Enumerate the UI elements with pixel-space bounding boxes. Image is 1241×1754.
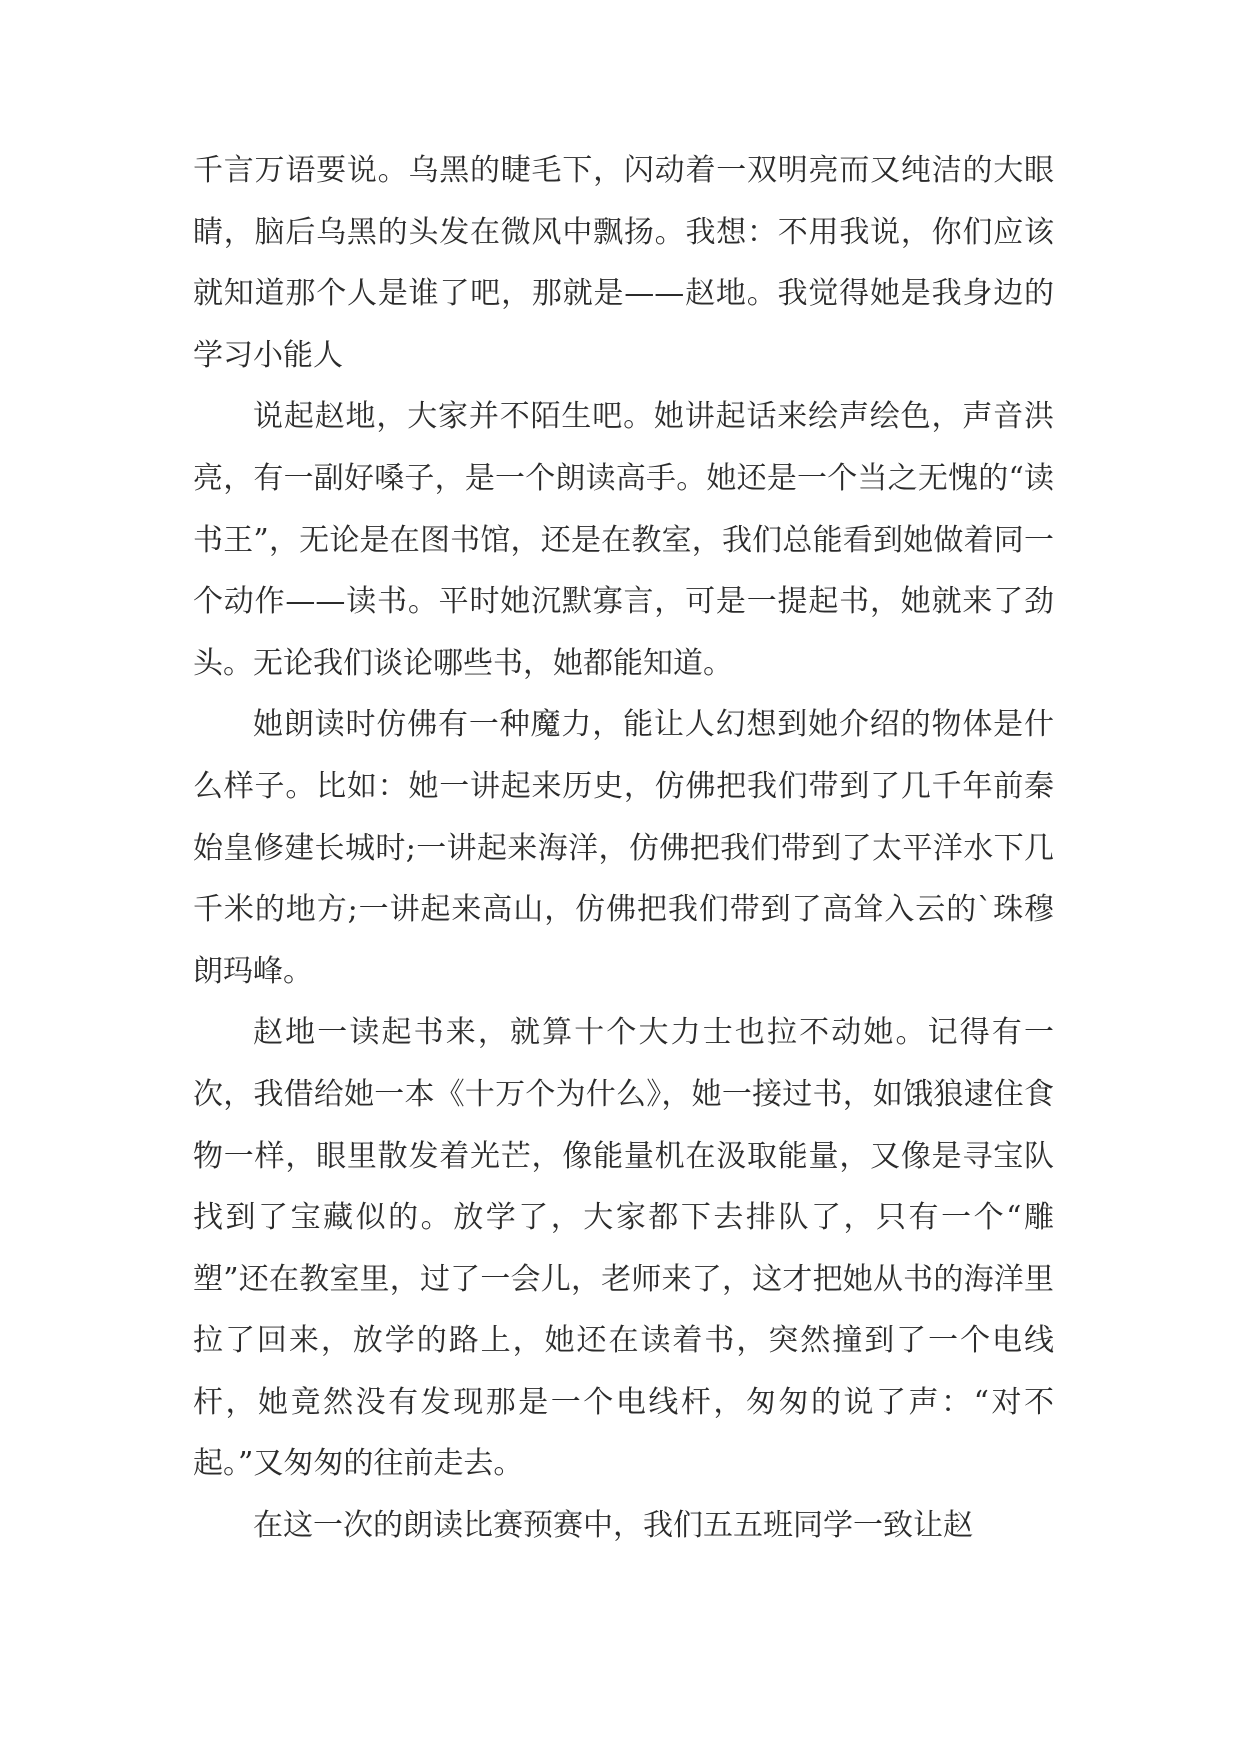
paragraph-3: 她朗读时仿佛有一种魔力，能让人幻想到她介绍的物体是什么样子。比如：她一讲起来历史，仿佛把我们带到了几千年前秦始皇修建长城时;一讲起来海洋，仿佛把我们带到了太平洋水下几千米的地方;一讲起来高山，仿佛把我们带到了高耸入云的`珠穆朗玛峰。 [193, 707, 1054, 989]
paragraph-4: 赵地一读起书来，就算十个大力士也拉不动她。记得有一次，我借给她一本《十万个为什么》，她一接过书，如饿狼逮住食物一样，眼里散发着光芒，像能量机在汲取能量，又像是寻宝队找到了宝藏似的。放学了，大家都下去排队了，只有一个“雕塑”还在教室里，过了一会儿，老师来了，这才把她从书的海洋里拉了回来，放学的路上，她还在读着书，突然撞到了一个电线杆，她竟然没有发现那是一个电线杆，匆匆的说了声：“对不起。”又匆匆的往前走去。 [193, 1015, 1054, 1482]
paragraph-1: 千言万语要说。乌黑的睫毛下，闪动着一双明亮而又纯洁的大眼睛，脑后乌黑的头发在微风中飘扬。我想：不用我说，你们应该就知道那个人是谁了吧，那就是——赵地。我觉得她是我身边的学习小能人 [193, 153, 1054, 373]
document-page [193, 140, 1054, 1557]
paragraph-5: 在这一次的朗读比赛预赛中，我们五五班同学一致让赵 [253, 1508, 973, 1544]
paragraph-2: 说起赵地，大家并不陌生吧。她讲起话来绘声绘色，声音洪亮，有一副好嗓子，是一个朗读高手。她还是一个当之无愧的“读书王”，无论是在图书馆，还是在教室，我们总能看到她做着同一个动作——读书。平时她沉默寡言，可是一提起书，她就来了劲头。无论我们谈论哪些书，她都能知道。 [193, 399, 1054, 681]
